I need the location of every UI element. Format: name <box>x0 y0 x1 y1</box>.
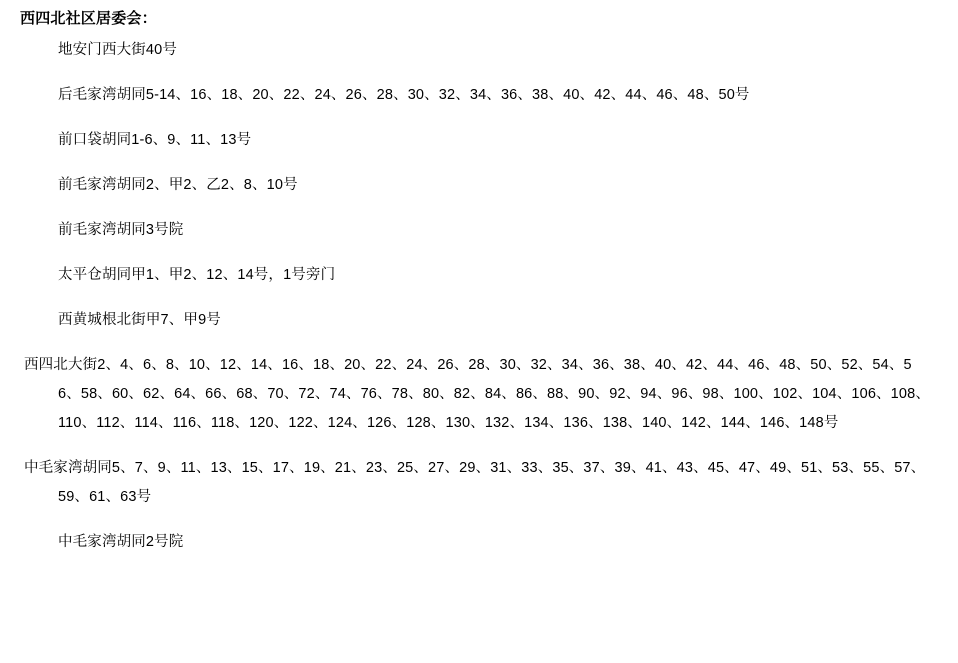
list-item: 前毛家湾胡同2、甲2、乙2、8、10号 <box>58 177 298 193</box>
list-item: 西四北大街2、4、6、8、10、12、14、16、18、20、22、24、26、28、30、32、34、36、38、40、42、44、46、48、50、52、54、56、58、60、62、64、66、68、70、72、74、76、78、80、82、84、86、88、90、92、94、96、98、100、102、104、106、108、110、112、114、116、118、120、122、124、126、128、130、132、134、136、138、140、142、144、146、148号 <box>24 357 930 431</box>
address-entry-list <box>0 36 958 557</box>
list-item: 太平仓胡同甲1、甲2、12、14号，1号旁门 <box>58 267 336 283</box>
list-item: 中毛家湾胡同5、7、9、11、13、15、17、19、21、23、25、27、29、31、33、35、37、39、41、43、45、47、49、51、53、55、57、59、61、63号 <box>24 460 926 505</box>
list-item: 中毛家湾胡同2号院 <box>58 534 184 550</box>
list-item: 地安门西大街40号 <box>58 42 177 58</box>
list-item: 西黄城根北街甲7、甲9号 <box>58 312 221 328</box>
list-item: 前口袋胡同1-6、9、11、13号 <box>58 132 252 148</box>
list-item: 后毛家湾胡同5-14、16、18、20、22、24、26、28、30、32、34、36、38、40、42、44、46、48、50号 <box>58 87 750 103</box>
list-item: 前毛家湾胡同3号院 <box>58 222 184 238</box>
page-title: 西四北社区居委会： <box>20 10 157 27</box>
